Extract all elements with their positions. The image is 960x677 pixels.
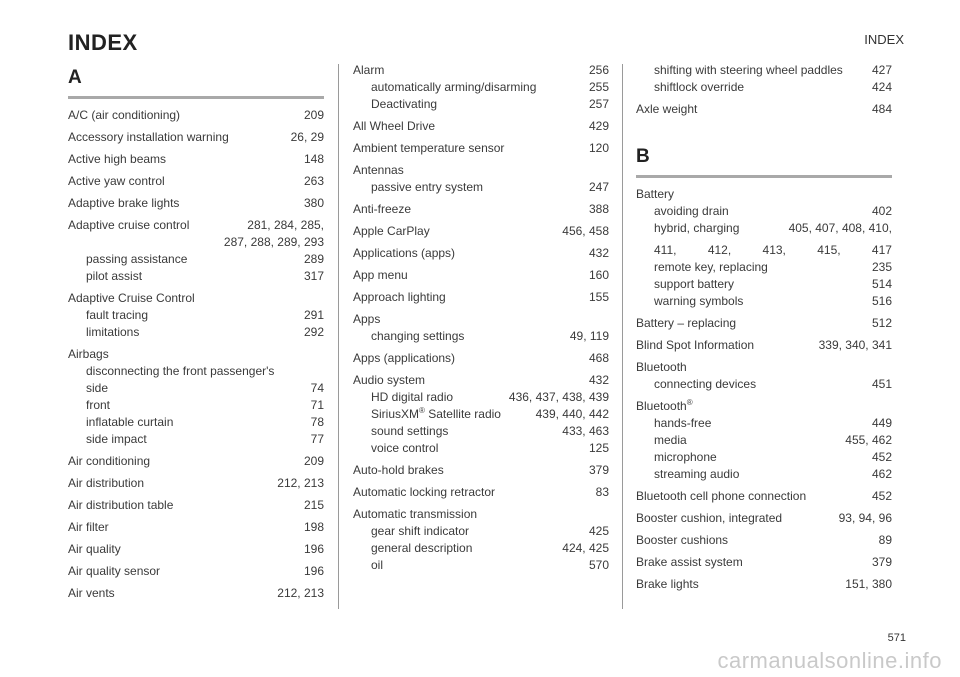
page-ref: 451: [871, 377, 892, 391]
index-row: [68, 195, 324, 212]
index-entry: [68, 541, 324, 558]
page-ref: 291: [303, 308, 324, 322]
index-subentry: [68, 268, 324, 285]
section-rule: [68, 96, 324, 99]
index-term: front: [86, 398, 111, 412]
page-ref: 432: [588, 246, 609, 260]
page-ref: 89: [878, 533, 892, 547]
index-term: sound settings: [371, 424, 449, 438]
index-row: [68, 563, 324, 580]
index-row: [353, 506, 609, 523]
index-term: Anti-freeze: [353, 202, 412, 216]
page-ref: 424, 425: [562, 541, 609, 555]
index-subentry: [68, 414, 324, 431]
page-ref-continued: 287, 288, 289, 293: [223, 235, 324, 249]
page-ref: 292: [303, 325, 324, 339]
index-term: support battery: [654, 277, 735, 291]
index-entry: [68, 217, 324, 285]
index-row: [636, 576, 892, 593]
index-term: pilot assist: [86, 269, 143, 283]
page-ref: 317: [303, 269, 324, 283]
index-term: disconnecting the front passenger's: [86, 364, 275, 378]
page-ref: 570: [588, 558, 609, 572]
index-row: [353, 350, 609, 367]
index-term: avoiding drain: [654, 204, 729, 218]
section-rule: [636, 175, 892, 178]
section-letter: B: [636, 146, 650, 167]
index-term: Automatic transmission: [353, 507, 478, 521]
index-subentry: [68, 251, 324, 268]
index-term: voice control: [371, 441, 439, 455]
index-row: [636, 488, 892, 505]
index-row: [68, 107, 324, 124]
index-subentry: [353, 423, 609, 440]
page-ref: 155: [588, 290, 609, 304]
page-ref: 215: [303, 498, 324, 512]
section-letter: A: [68, 67, 82, 88]
index-entry: [68, 290, 324, 341]
index-entry: [68, 346, 324, 448]
index-term: Approach lighting: [353, 290, 446, 304]
page-ref-continued: [636, 242, 892, 259]
index-term: fault tracing: [86, 308, 149, 322]
index-subentry: [636, 62, 892, 79]
index-entry: [636, 510, 892, 527]
index-row: [636, 337, 892, 354]
page-ref: 379: [588, 463, 609, 477]
page-ref: 83: [595, 485, 609, 499]
column-divider: [622, 64, 623, 609]
index-row: [636, 186, 892, 203]
index-entry: [68, 107, 324, 124]
page-ref: 433, 463: [562, 424, 609, 438]
index-term: Booster cushions: [636, 533, 729, 547]
index-term: Ambient temperature sensor: [353, 141, 505, 155]
index-row: [636, 398, 892, 415]
index-subentry: [636, 220, 892, 237]
index-term: side impact: [86, 432, 147, 446]
page-ref: 212, 213: [277, 476, 324, 490]
page-ref: 26, 29: [290, 130, 324, 144]
index-term: remote key, replacing: [654, 260, 768, 274]
page-ref: 468: [588, 351, 609, 365]
index-term: side: [86, 381, 109, 395]
page-ref: 388: [588, 202, 609, 216]
index-entry: [68, 475, 324, 492]
index-term: Air quality sensor: [68, 564, 161, 578]
index-entry: [636, 337, 892, 354]
index-row: [68, 217, 324, 234]
index-term: SiriusXM® Satellite radio: [371, 406, 501, 421]
index-row: [636, 554, 892, 571]
index-row: [353, 118, 609, 135]
index-subentry: [68, 380, 324, 397]
index-term: Brake lights: [636, 577, 699, 591]
index-entry: [68, 173, 324, 190]
index-term: changing settings: [371, 329, 465, 343]
index-term: Bluetooth: [636, 360, 687, 374]
index-row: [68, 497, 324, 514]
index-term: microphone: [654, 450, 717, 464]
page-ref: 413,: [762, 243, 786, 257]
index-entry: [353, 484, 609, 501]
index-entry: [636, 101, 892, 118]
index-term: Battery: [636, 187, 675, 201]
index-entry: [636, 315, 892, 332]
index-entry: [353, 350, 609, 367]
index-entry: [353, 311, 609, 345]
index-row: [68, 453, 324, 470]
page-ref: 452: [871, 489, 892, 503]
page-ref: 412,: [707, 243, 732, 257]
superscript: ®: [419, 406, 425, 415]
index-term: Antennas: [353, 163, 404, 177]
index-entry: [68, 195, 324, 212]
page-ref: 339, 340, 341: [818, 338, 892, 352]
page-ref: 425: [588, 524, 609, 538]
index-term: Blind Spot Information: [636, 338, 755, 352]
index-term: Air conditioning: [68, 454, 151, 468]
index-term: hands-free: [654, 416, 712, 430]
page-ref: 77: [310, 432, 324, 446]
index-term: shifting with steering wheel paddles: [654, 63, 843, 77]
page-ref: 125: [588, 441, 609, 455]
index-term: Applications (apps): [353, 246, 456, 260]
index-subentry: [636, 466, 892, 483]
index-column-2: [353, 62, 609, 579]
index-row: [68, 346, 324, 363]
index-subentry: [636, 203, 892, 220]
page-ref: 247: [588, 180, 609, 194]
index-entry: [636, 398, 892, 483]
index-row: [636, 532, 892, 549]
watermark: carmanualsonline.info: [717, 648, 942, 673]
page-ref: 415,: [817, 243, 841, 257]
index-row: [353, 462, 609, 479]
running-header: INDEX: [864, 32, 904, 47]
index-subentry: [353, 328, 609, 345]
index-row: [353, 140, 609, 157]
index-term: Adaptive Cruise Control: [68, 291, 195, 305]
index-row: [353, 484, 609, 501]
index-subentry: [68, 431, 324, 448]
index-row: [353, 62, 609, 79]
index-entry: [353, 506, 609, 574]
index-row: [353, 372, 609, 389]
page-ref: 402: [871, 204, 892, 218]
index-entry: [636, 554, 892, 571]
page-ref: 405, 407, 408, 410,: [788, 221, 892, 235]
page-ref: 484: [871, 102, 892, 116]
index-row: [353, 267, 609, 284]
index-subentry: [353, 96, 609, 113]
index-term: gear shift indicator: [371, 524, 470, 538]
index-term: limitations: [86, 325, 140, 339]
index-subentry: [636, 79, 892, 96]
page-ref: 429: [588, 119, 609, 133]
index-term: Air filter: [68, 520, 109, 534]
column-divider: [338, 64, 339, 609]
index-term: Adaptive cruise control: [68, 218, 190, 232]
index-row: [68, 151, 324, 168]
superscript: ®: [686, 398, 693, 407]
index-term: All Wheel Drive: [353, 119, 436, 133]
index-entry: [636, 242, 892, 310]
index-term: Auto-hold brakes: [353, 463, 444, 477]
page-ref: 380: [303, 196, 324, 210]
index-entry: [68, 519, 324, 536]
index-entry: [636, 62, 892, 96]
index-term: Apple CarPlay: [353, 224, 430, 238]
index-row: [353, 162, 609, 179]
index-row: [68, 475, 324, 492]
page-ref: 151, 380: [845, 577, 892, 591]
index-row: [636, 101, 892, 118]
index-term: oil: [371, 558, 384, 572]
page-ref: 78: [310, 415, 324, 429]
index-subentry: [353, 179, 609, 196]
index-term: Bluetooth®: [636, 398, 693, 413]
index-subentry: [636, 432, 892, 449]
index-row: [353, 311, 609, 328]
index-term: Apps (applications): [353, 351, 456, 365]
page-ref: 235: [871, 260, 892, 274]
page-ref: 209: [303, 108, 324, 122]
index-entry: [353, 289, 609, 306]
page-ref: 449: [871, 416, 892, 430]
page-ref: 436, 437, 438, 439: [508, 390, 609, 404]
page-ref: 424: [871, 80, 892, 94]
index-term: Adaptive brake lights: [68, 196, 180, 210]
index-row: [636, 359, 892, 376]
index-subentry: [636, 259, 892, 276]
index-entry: [353, 245, 609, 262]
index-entry: [636, 359, 892, 393]
index-term: inflatable curtain: [86, 415, 174, 429]
index-subentry: [353, 540, 609, 557]
page-ref: 512: [871, 316, 892, 330]
index-term: Alarm: [353, 63, 385, 77]
index-entry: [68, 563, 324, 580]
index-term: Battery – replacing: [636, 316, 737, 330]
index-entry: [353, 140, 609, 157]
index-term: Automatic locking retractor: [353, 485, 496, 499]
index-term: Brake assist system: [636, 555, 743, 569]
page-ref: 514: [871, 277, 892, 291]
index-term: A/C (air conditioning): [68, 108, 181, 122]
index-term: Apps: [353, 312, 381, 326]
index-term: warning symbols: [654, 294, 744, 308]
index-row: [353, 223, 609, 240]
page-ref: 263: [303, 174, 324, 188]
index-subentry: [636, 293, 892, 310]
index-row: [68, 585, 324, 602]
page-ref: 196: [303, 542, 324, 556]
index-term: hybrid, charging: [654, 221, 740, 235]
index-term: Air distribution table: [68, 498, 174, 512]
index-subentry: [353, 389, 609, 406]
index-entry: [353, 118, 609, 135]
page-ref: 256: [588, 63, 609, 77]
index-subentry: [68, 307, 324, 324]
section-spacer: [636, 123, 892, 141]
index-term: general description: [371, 541, 473, 555]
index-subentry: [636, 415, 892, 432]
index-subentry: [353, 523, 609, 540]
index-entry: [68, 497, 324, 514]
index-term: Axle weight: [636, 102, 698, 116]
page-ref: 432: [588, 373, 609, 387]
page-ref: 257: [588, 97, 609, 111]
index-entry: [636, 186, 892, 237]
index-term: Audio system: [353, 373, 426, 387]
index-entry: [353, 223, 609, 240]
index-term: shiftlock override: [654, 80, 745, 94]
index-entry: [353, 462, 609, 479]
index-subentry: [636, 376, 892, 393]
page-ref: 120: [588, 141, 609, 155]
index-entry: [353, 267, 609, 284]
page-ref: 455, 462: [845, 433, 892, 447]
index-entry: [353, 372, 609, 457]
index-entry: [68, 453, 324, 470]
index-row: [353, 289, 609, 306]
page-ref: 255: [588, 80, 609, 94]
index-term: media: [654, 433, 687, 447]
index-term: Airbags: [68, 347, 109, 361]
page-ref: 411,: [654, 243, 677, 257]
index-column-1: [68, 62, 324, 607]
index-row: [636, 510, 892, 527]
index-row: [68, 129, 324, 146]
index-column-3: [636, 62, 892, 598]
index-term: streaming audio: [654, 467, 740, 481]
index-entry: [68, 585, 324, 602]
page-ref: 49, 119: [569, 329, 609, 343]
index-term: HD digital radio: [371, 390, 454, 404]
index-term: passing assistance: [86, 252, 188, 266]
index-entry: [636, 488, 892, 505]
page-number: 571: [887, 632, 906, 644]
page-ref: 198: [303, 520, 324, 534]
page-ref: 212, 213: [277, 586, 324, 600]
page-ref: 456, 458: [562, 224, 609, 238]
index-term: Air distribution: [68, 476, 145, 490]
page-ref: 93, 94, 96: [838, 511, 892, 525]
page-ref: 71: [310, 398, 324, 412]
page-ref: 427: [871, 63, 892, 77]
page-ref: 516: [871, 294, 892, 308]
index-subentry: [353, 557, 609, 574]
page-ref: 148: [303, 152, 324, 166]
index-subentry: [353, 79, 609, 96]
index-term: Air quality: [68, 542, 121, 556]
index-row: [68, 519, 324, 536]
page-ref: 209: [303, 454, 324, 468]
index-term: Accessory installation warning: [68, 130, 229, 144]
index-row: [353, 245, 609, 262]
page-ref: 379: [871, 555, 892, 569]
index-term: Booster cushion, integrated: [636, 511, 783, 525]
index-entry: [68, 151, 324, 168]
index-row: [353, 201, 609, 218]
index-subentry: [68, 324, 324, 341]
index-term: Air vents: [68, 586, 115, 600]
index-subentry: [68, 397, 324, 414]
index-row: [68, 541, 324, 558]
index-term: App menu: [353, 268, 408, 282]
index-subentry: [636, 276, 892, 293]
index-subentry: [353, 406, 609, 423]
page-title: INDEX: [68, 30, 138, 55]
index-row: [636, 315, 892, 332]
index-entry: [68, 129, 324, 146]
index-term: connecting devices: [654, 377, 757, 391]
page-ref: 289: [303, 252, 324, 266]
index-term: Active yaw control: [68, 174, 165, 188]
index-row: [68, 173, 324, 190]
page-ref: 462: [871, 467, 892, 481]
page-ref: 439, 440, 442: [535, 407, 609, 421]
index-term: Bluetooth cell phone connection: [636, 489, 807, 503]
index-entry: [353, 162, 609, 196]
index-subentry: [353, 440, 609, 457]
index-subentry: [636, 449, 892, 466]
index-entry: [353, 62, 609, 113]
page-ref: 74: [310, 381, 324, 395]
page-ref: 281, 284, 285,: [247, 218, 324, 232]
index-subentry: [68, 363, 324, 380]
page-ref: 452: [871, 450, 892, 464]
index-row: [68, 290, 324, 307]
index-term: Active high beams: [68, 152, 167, 166]
index-entry: [636, 532, 892, 549]
page-ref: 417: [871, 243, 892, 257]
index-entry: [353, 201, 609, 218]
index-term: automatically arming/disarming: [371, 80, 537, 94]
page-ref: 160: [588, 268, 609, 282]
index-entry: [636, 576, 892, 593]
page-ref: 196: [303, 564, 324, 578]
index-term: Deactivating: [371, 97, 438, 111]
index-term: passive entry system: [371, 180, 484, 194]
